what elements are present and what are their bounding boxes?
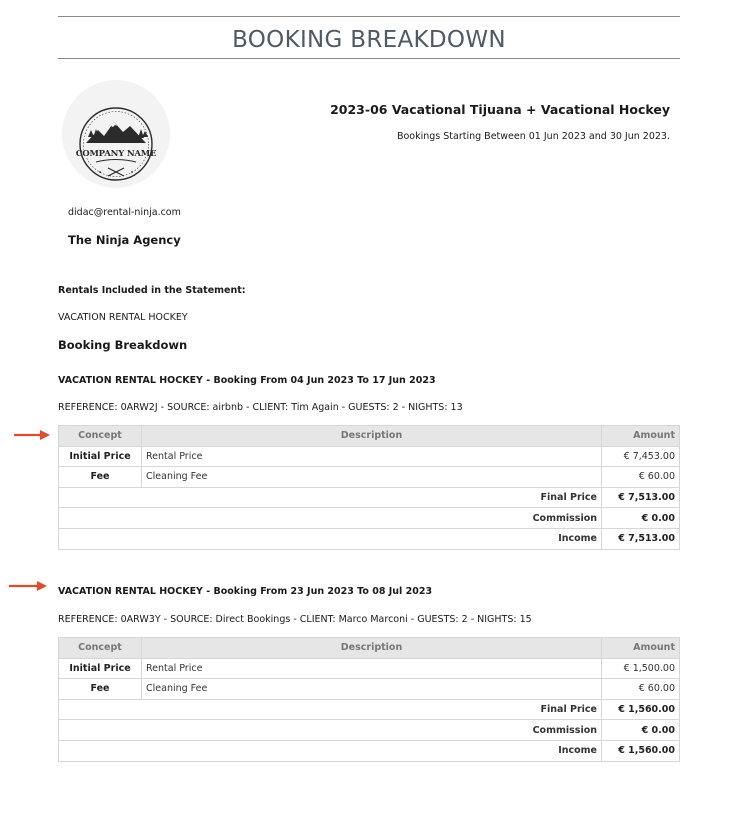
final-price-row bbox=[59, 487, 680, 508]
agency-name: The Ninja Agency bbox=[68, 233, 181, 247]
red-arrow-icon bbox=[5, 427, 53, 443]
concept-cell: Fee bbox=[59, 467, 142, 488]
booking-title: VACATION RENTAL HOCKEY - Booking From 23 Jun 2023 To 08 Jul 2023 bbox=[58, 586, 433, 597]
amount-cell: € 7,453.00 bbox=[602, 446, 680, 467]
mountain-lake-emblem-icon bbox=[62, 80, 170, 188]
commission-row bbox=[59, 720, 680, 741]
column-header-description: Description bbox=[142, 638, 602, 659]
final-price-value: € 1,560.00 bbox=[602, 699, 680, 720]
commission-label: Commission bbox=[59, 508, 602, 529]
amount-cell: € 1,500.00 bbox=[602, 658, 680, 679]
table-row bbox=[59, 658, 680, 679]
final-price-label: Final Price bbox=[59, 487, 602, 508]
commission-value: € 0.00 bbox=[602, 720, 680, 741]
income-row bbox=[59, 740, 680, 761]
rental-item: VACATION RENTAL HOCKEY bbox=[58, 312, 188, 323]
header-rule-bottom bbox=[58, 58, 680, 59]
statement-period: Bookings Starting Between 01 Jun 2023 and 30 Jun 2023. bbox=[396, 131, 670, 142]
booking-reference: REFERENCE: 0ARW3Y - SOURCE: Direct Bookings - CLIENT: Marco Marconi - GUESTS: 2 - NIGHTS: 15 bbox=[58, 614, 532, 625]
description-cell: Rental Price bbox=[142, 658, 602, 679]
amount-cell: € 60.00 bbox=[602, 467, 680, 488]
income-value: € 1,560.00 bbox=[602, 740, 680, 761]
table-row bbox=[59, 467, 680, 488]
income-label: Income bbox=[59, 740, 602, 761]
page-title: BOOKING BREAKDOWN bbox=[232, 27, 506, 53]
booking-table bbox=[58, 637, 680, 762]
column-header-amount: Amount bbox=[602, 426, 680, 447]
income-label: Income bbox=[59, 528, 602, 549]
description-cell: Cleaning Fee bbox=[142, 679, 602, 700]
description-cell: Cleaning Fee bbox=[142, 467, 602, 488]
booking-table bbox=[58, 425, 680, 550]
commission-row bbox=[59, 508, 680, 529]
amount-cell: € 60.00 bbox=[602, 679, 680, 700]
owner-email: didac@rental-ninja.com bbox=[68, 207, 181, 218]
description-cell: Rental Price bbox=[142, 446, 602, 467]
table-header-row bbox=[59, 638, 680, 659]
column-header-concept: Concept bbox=[59, 426, 142, 447]
concept-cell: Initial Price bbox=[59, 658, 142, 679]
income-row bbox=[59, 528, 680, 549]
table-row bbox=[59, 446, 680, 467]
table-header-row bbox=[59, 426, 680, 447]
final-price-value: € 7,513.00 bbox=[602, 487, 680, 508]
commission-value: € 0.00 bbox=[602, 508, 680, 529]
breakdown-heading: Booking Breakdown bbox=[58, 338, 188, 352]
column-header-concept: Concept bbox=[59, 638, 142, 659]
booking-title: VACATION RENTAL HOCKEY - Booking From 04 Jun 2023 To 17 Jun 2023 bbox=[58, 375, 436, 386]
rentals-label: Rentals Included in the Statement: bbox=[58, 285, 246, 296]
column-header-amount: Amount bbox=[602, 638, 680, 659]
table-row bbox=[59, 679, 680, 700]
booking-reference: REFERENCE: 0ARW2J - SOURCE: airbnb - CLIENT: Tim Again - GUESTS: 2 - NIGHTS: 13 bbox=[58, 402, 463, 413]
commission-label: Commission bbox=[59, 720, 602, 741]
income-value: € 7,513.00 bbox=[602, 528, 680, 549]
company-logo bbox=[62, 80, 170, 188]
column-header-description: Description bbox=[142, 426, 602, 447]
final-price-label: Final Price bbox=[59, 699, 602, 720]
red-arrow-icon bbox=[5, 578, 53, 594]
concept-cell: Fee bbox=[59, 679, 142, 700]
logo-text: COMPANY NAME bbox=[75, 149, 157, 159]
final-price-row bbox=[59, 699, 680, 720]
header-rule-top bbox=[58, 16, 680, 17]
statement-title: 2023-06 Vacational Tijuana + Vacational Hockey bbox=[330, 102, 670, 117]
concept-cell: Initial Price bbox=[59, 446, 142, 467]
